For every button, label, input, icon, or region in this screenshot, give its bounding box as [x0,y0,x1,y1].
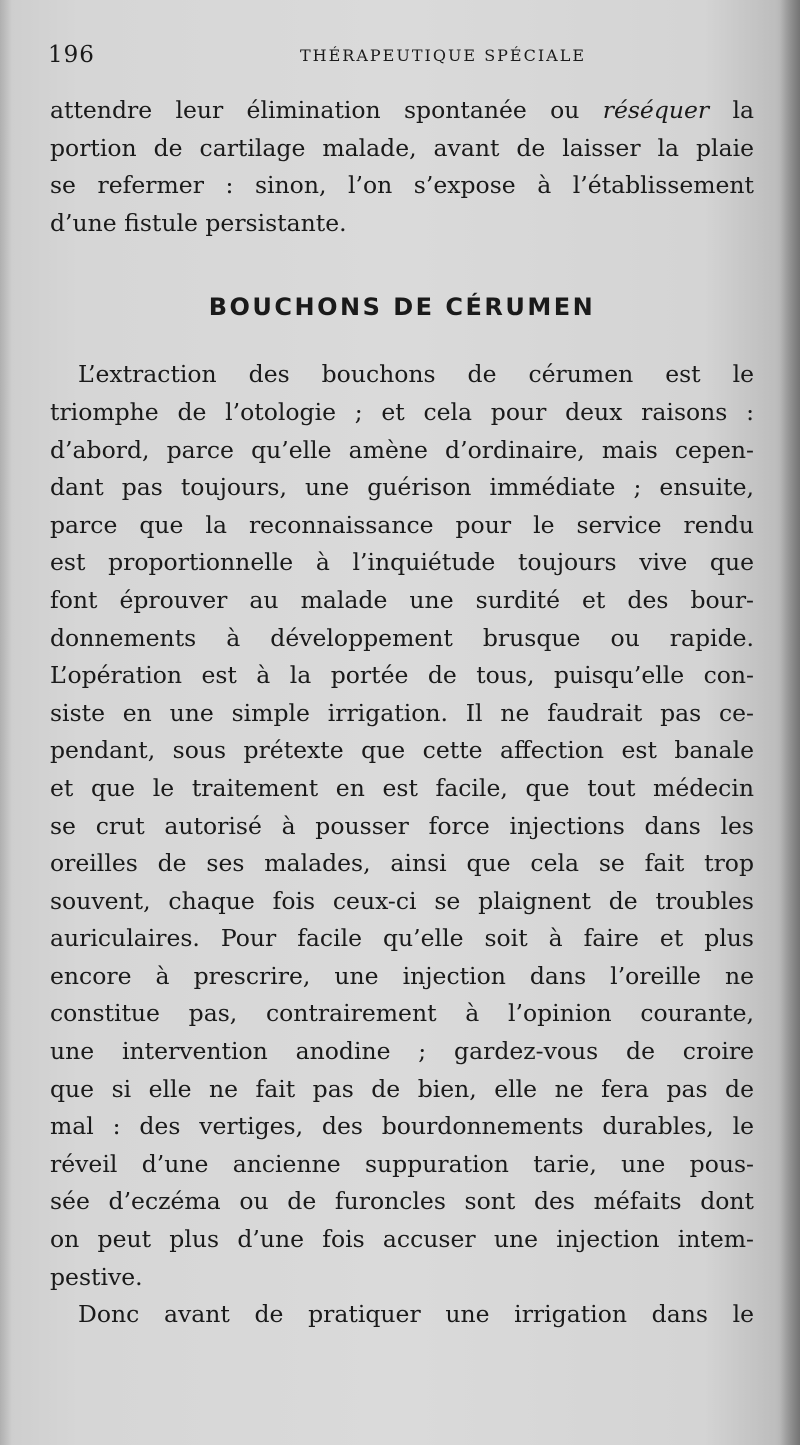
paragraph-1-line: une intervention anodine ; gardez-vous de croire [50,1037,754,1066]
page-header [48,42,758,74]
paragraph-1-line: souvent, chaque fois ceux-ci se plaignent de troubles [50,886,754,915]
paragraph-1-line: on peut plus d’une fois accuser une injection intem- [50,1225,754,1254]
paragraph-1-line: L’opération est à la portée de tous, puisqu’elle con- [50,661,754,690]
paragraph-1-line: et que le traitement en est facile, que tout médecin [50,773,754,802]
paragraph-1-line: se crut autorisé à pousser force injections dans les [50,811,754,840]
paragraph-1-line: pestive. [50,1262,143,1291]
page-left-shadow [0,0,12,1445]
paragraph-1-line: est proportionnelle à l’inquiétude toujours vive que [50,548,754,577]
paragraph-1-line: d’abord, parce qu’elle amène d’ordinaire, mais cepen- [50,435,754,464]
paragraph-1-line: dant pas toujours, une guérison immédiate ; ensuite, [50,473,754,502]
paragraph-1-line: constitue pas, contrairement à l’opinion courante, [50,999,754,1028]
paragraph-1-line: triomphe de l’otologie ; et cela pour deux raisons : [50,397,754,426]
paragraph-2-line: Donc avant de pratiquer une irrigation dans le [78,1300,754,1329]
intro-line [50,92,754,130]
paragraph-1-line: pendant, sous prétexte que cette affection est banale [50,736,754,765]
intro-line: portion de cartilage malade, avant de laisser la plaie [50,133,754,162]
paragraph-1-line: que si elle ne fait pas de bien, elle ne fera pas de [50,1074,754,1103]
italic-term: réséquer [602,96,710,124]
section-heading: BOUCHONS DE CÉRUMEN [208,293,596,322]
paragraph-1-line: parce que la reconnaissance pour le service rendu [50,510,754,539]
intro-line: se refermer : sinon, l’on s’expose à l’établissement [50,171,754,200]
paragraph-1-line: mal : des vertiges, des bourdonnements durables, le [50,1112,754,1141]
running-title: THÉRAPEUTIQUE SPÉCIALE [300,46,587,65]
paragraph-1-line: L’extraction des bouchons de cérumen est le [78,360,754,389]
paragraph-1-line: encore à prescrire, une injection dans l’oreille ne [50,961,754,990]
page-right-shadow [780,0,800,1445]
intro-line: d’une fistule persistante. [50,208,347,237]
intro-line-end: la [709,96,755,124]
section-paragraphs [50,356,754,1333]
paragraph-1-line: sée d’eczéma ou de furoncles sont des méfaits dont [50,1187,754,1216]
paragraph-1-line: réveil d’une ancienne suppuration tarie, une pous- [50,1149,754,1178]
page-body [50,92,754,1334]
paragraph-1-line: donnements à développement brusque ou rapide. [50,623,754,652]
paragraph-1-line: siste en une simple irrigation. Il ne faudrait pas ce- [50,698,754,727]
paragraph-1-line: font éprouver au malade une surdité et des bour- [50,585,754,614]
paragraph-1-line: auriculaires. Pour facile qu’elle soit à faire et plus [50,924,754,953]
paragraph-1-line: oreilles de ses malades, ainsi que cela se fait trop [50,849,754,878]
page-number: 196 [48,42,95,68]
intro-line-text: attendre leur élimination spontanée ou [50,96,603,124]
